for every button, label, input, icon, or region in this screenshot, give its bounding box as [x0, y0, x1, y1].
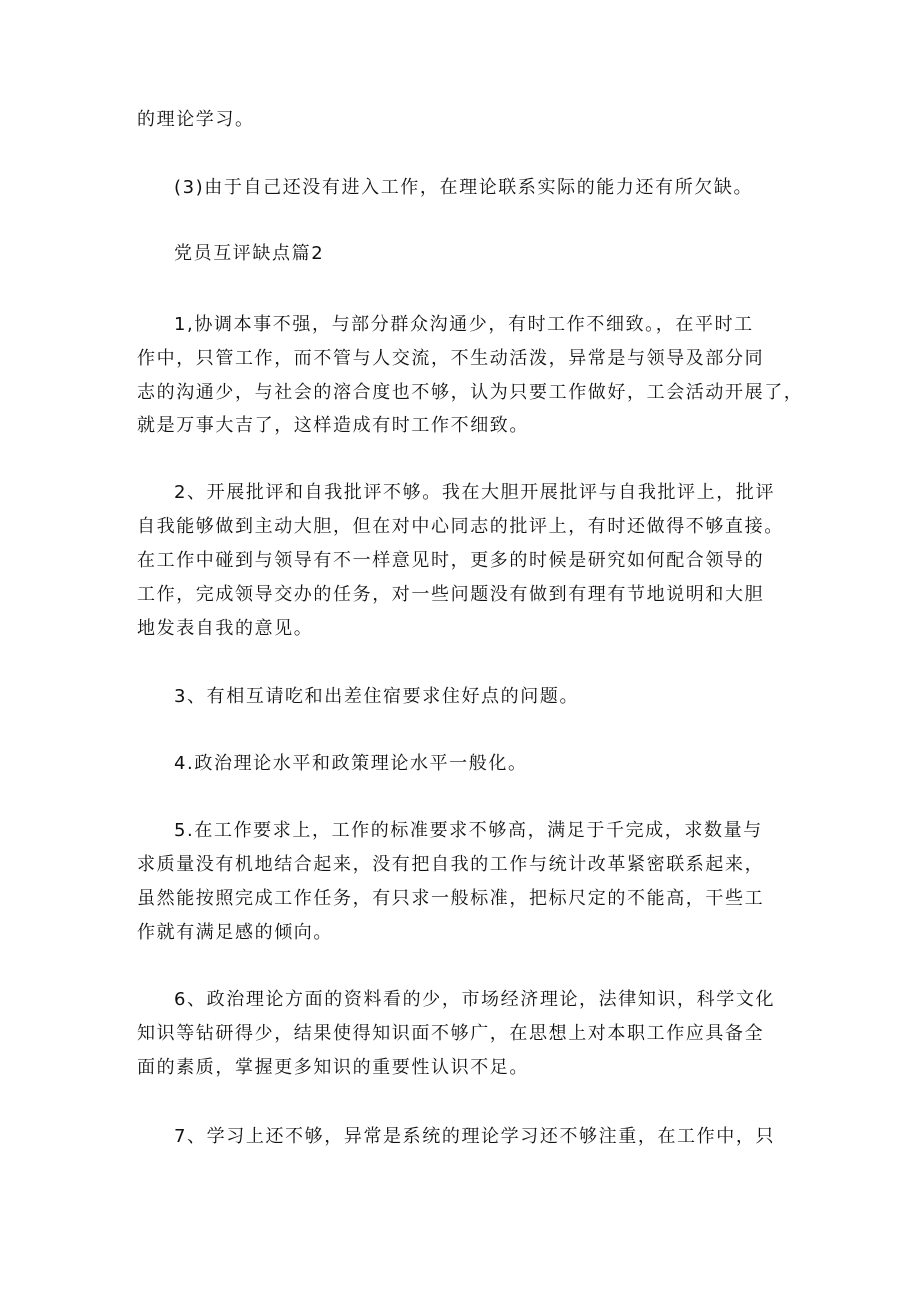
text-line: 6、政治理论方面的资料看的少，市场经济理论，法律知识，科学文化: [174, 989, 776, 1010]
section-heading: 党员互评缺点篇2: [174, 243, 325, 264]
text-line: 4.政治理论水平和政策理论水平一般化。: [174, 753, 528, 774]
text-line: 地发表自我的意见。: [137, 618, 314, 639]
text-line: 在工作中碰到与领导有不一样意见时，更多的时候是研究如何配合领导的: [137, 550, 765, 571]
text-line: 作中，只管工作，而不管与人交流，不生动活泼，异常是与领导及部分同: [137, 348, 765, 369]
text-line: 面的素质，掌握更多知识的重要性认识不足。: [137, 1057, 529, 1078]
text-line: 的理论学习。: [137, 109, 255, 130]
text-line: 作就有满足感的倾向。: [137, 922, 333, 943]
text-line: 1,协调本事不强，与部分群众沟通少，有时工作不细致。，在平时工: [174, 314, 754, 335]
text-line: 虽然能按照完成工作任务，有只求一般标准，把标尺定的不能高，干些工: [137, 888, 765, 909]
text-line: 7、学习上还不够，异常是系统的理论学习还不够注重，在工作中，只: [174, 1126, 776, 1147]
text-line: 工作，完成领导交办的任务，对一些问题没有做到有理有节地说明和大胆: [137, 584, 765, 605]
text-line: 5.在工作要求上，工作的标准要求不够高，满足于千完成，求数量与: [174, 820, 763, 841]
text-line: (3)由于自己还没有进入工作，在理论联系实际的能力还有所欠缺。: [174, 177, 754, 198]
text-line: 知识等钻研得少，结果使得知识面不够广，在思想上对本职工作应具备全: [137, 1023, 765, 1044]
text-line: 自我能够做到主动大胆，但在对中心同志的批评上，有时还做得不够直接。: [137, 516, 784, 537]
text-line: 求质量没有机地结合起来，没有把自我的工作与统计改革紧密联系起来，: [137, 854, 765, 875]
text-line: 2、开展批评和自我批评不够。我在大胆开展批评与自我批评上，批评: [174, 482, 776, 503]
text-line: 就是万事大吉了，这样造成有时工作不细致。: [137, 415, 529, 436]
text-line: 志的沟通少，与社会的溶合度也不够，认为只要工作做好，工会活动开展了，: [137, 382, 804, 403]
text-line: 3、有相互请吃和出差住宿要求住好点的问题。: [174, 686, 580, 707]
